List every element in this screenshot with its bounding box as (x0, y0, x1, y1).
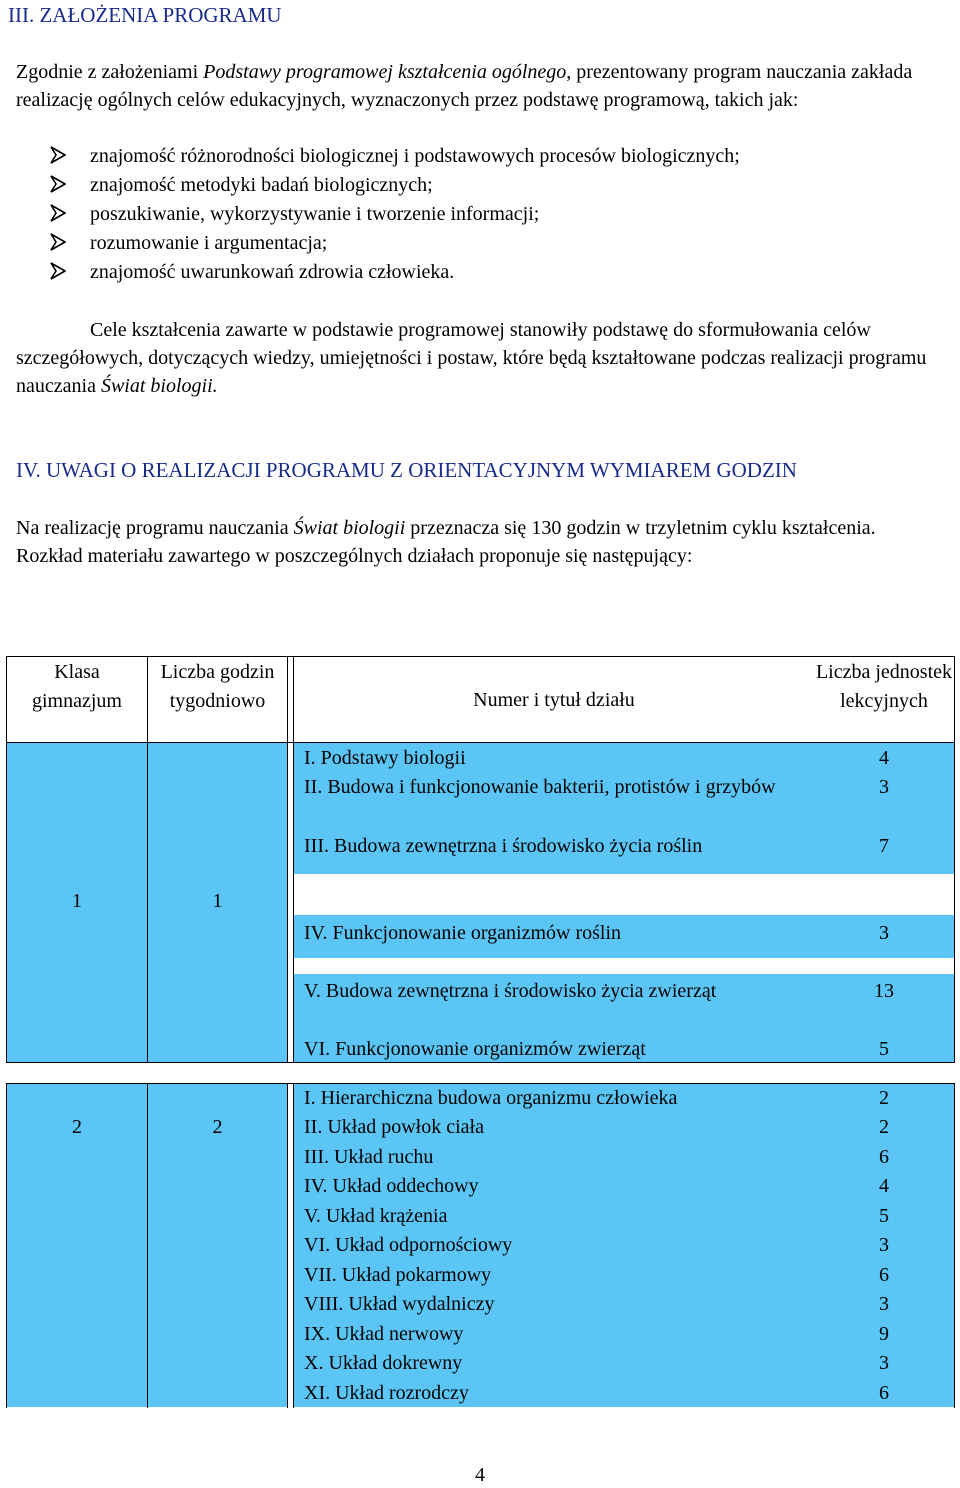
bullet-item: znajomość różnorodności biologicznej i podstawowych procesów biologicznych; (50, 142, 740, 170)
klasa-value: 1 (72, 890, 82, 912)
arrowhead-bullet-icon (50, 200, 90, 228)
arrowhead-bullet-icon (50, 229, 90, 257)
section-units: 3 (879, 1293, 889, 1315)
section-title: IV. Układ oddechowy (304, 1175, 479, 1197)
section-title: V. Budowa zewnętrzna i środowisko życia zwierząt (304, 980, 717, 1002)
header-jednostki: Liczba jednostek lekcyjnych (815, 661, 953, 712)
section-units: 13 (874, 980, 894, 1002)
table-border (6, 656, 955, 657)
bullet-item: znajomość uwarunkowań zdrowia człowieka. (50, 258, 454, 286)
header-dzial: Numer i tytuł działu (473, 689, 635, 711)
section-3-intro: Zgodnie z założeniami Podstawy programowej kształcenia ogólnego, prezentowany program nauczania zakłada realizację ogólnych celów edukacyjnych, wyznaczonych przez podstawę programową, takich jak: (16, 61, 913, 111)
section-units: 2 (879, 1087, 889, 1109)
section-title: III. Układ ruchu (304, 1146, 434, 1168)
section-units: 2 (879, 1116, 889, 1138)
table-border (6, 656, 7, 1063)
section-title: X. Układ dokrewny (304, 1352, 463, 1374)
section-units: 3 (879, 776, 889, 798)
header-godziny: Liczba godzin tygodniowo (160, 661, 275, 712)
section-units: 9 (879, 1323, 889, 1345)
section-4-paragraph: Na realizację programu nauczania Świat biologii przeznacza się 130 godzin w trzyletnim cyklu kształcenia. Rozkład materiału zawartego w poszczególnych działach proponuje się następujący: (16, 517, 876, 567)
section-units: 3 (879, 1234, 889, 1256)
arrowhead-bullet-icon (50, 258, 90, 286)
section-units: 6 (879, 1146, 889, 1168)
section-title: IX. Układ nerwowy (304, 1323, 464, 1345)
section-units: 6 (879, 1382, 889, 1404)
section-units: 4 (879, 747, 889, 769)
section-title: V. Układ krążenia (304, 1205, 448, 1227)
section-title: VIII. Układ wydalniczy (304, 1293, 495, 1315)
table-border (287, 1083, 288, 1408)
section-title: IV. Funkcjonowanie organizmów roślin (304, 922, 622, 944)
section-title: II. Budowa i funkcjonowanie bakterii, protistów i grzybów (304, 776, 776, 798)
section-title: VII. Układ pokarmowy (304, 1264, 492, 1286)
table-border (293, 1083, 294, 1408)
section-3-paragraph: Cele kształcenia zawarte w podstawie programowej stanowiły podstawę do sformułowania celów szczegółowych, dotyczących wiedzy, umiejętności i postaw, które będą kształtowane podczas realizacji programu nauczania Świat biologii. (16, 319, 927, 397)
section-title: VI. Funkcjonowanie organizmów zwierząt (304, 1038, 646, 1060)
bullet-item: poszukiwanie, wykorzystywanie i tworzenie informacji; (50, 200, 539, 228)
table-border (954, 1083, 955, 1408)
section-title: I. Podstawy biologii (304, 747, 466, 769)
table-border (954, 656, 955, 1063)
arrowhead-bullet-icon (50, 171, 90, 199)
section-units: 5 (879, 1038, 889, 1060)
section-title: I. Hierarchiczna budowa organizmu człowieka (304, 1087, 678, 1109)
section-3-title: III. ZAŁOŻENIA PROGRAMU (8, 3, 282, 27)
godziny-value: 1 (212, 890, 223, 912)
table-border (287, 656, 288, 1063)
table-border (147, 656, 148, 1063)
section-units: 3 (879, 922, 889, 944)
section-units: 7 (879, 835, 889, 857)
header-klasa: Klasa gimnazjum (32, 661, 122, 712)
table-border (6, 742, 293, 743)
section-title: VI. Układ odpornościowy (304, 1234, 513, 1256)
klasa-value: 2 (72, 1116, 82, 1138)
table-border (293, 742, 955, 743)
section-units: 4 (879, 1175, 889, 1197)
section-units: 3 (879, 1352, 889, 1374)
bullet-item: rozumowanie i argumentacja; (50, 229, 327, 257)
section-title: II. Układ powłok ciała (304, 1116, 484, 1138)
table-border (293, 656, 294, 1063)
bullet-item: znajomość metodyki badań biologicznych; (50, 171, 433, 199)
section-units: 6 (879, 1264, 889, 1286)
section-title: III. Budowa zewnętrzna i środowisko życia roślin (304, 835, 703, 857)
section-4-title: IV. UWAGI O REALIZACJI PROGRAMU Z ORIENTACYJNYM WYMIAREM GODZIN (16, 458, 797, 482)
section-title: XI. Układ rozrodczy (304, 1382, 469, 1404)
page-number: 4 (475, 1464, 485, 1486)
arrowhead-bullet-icon (50, 142, 90, 170)
godziny-value: 2 (212, 1116, 223, 1138)
section-units: 5 (879, 1205, 889, 1227)
